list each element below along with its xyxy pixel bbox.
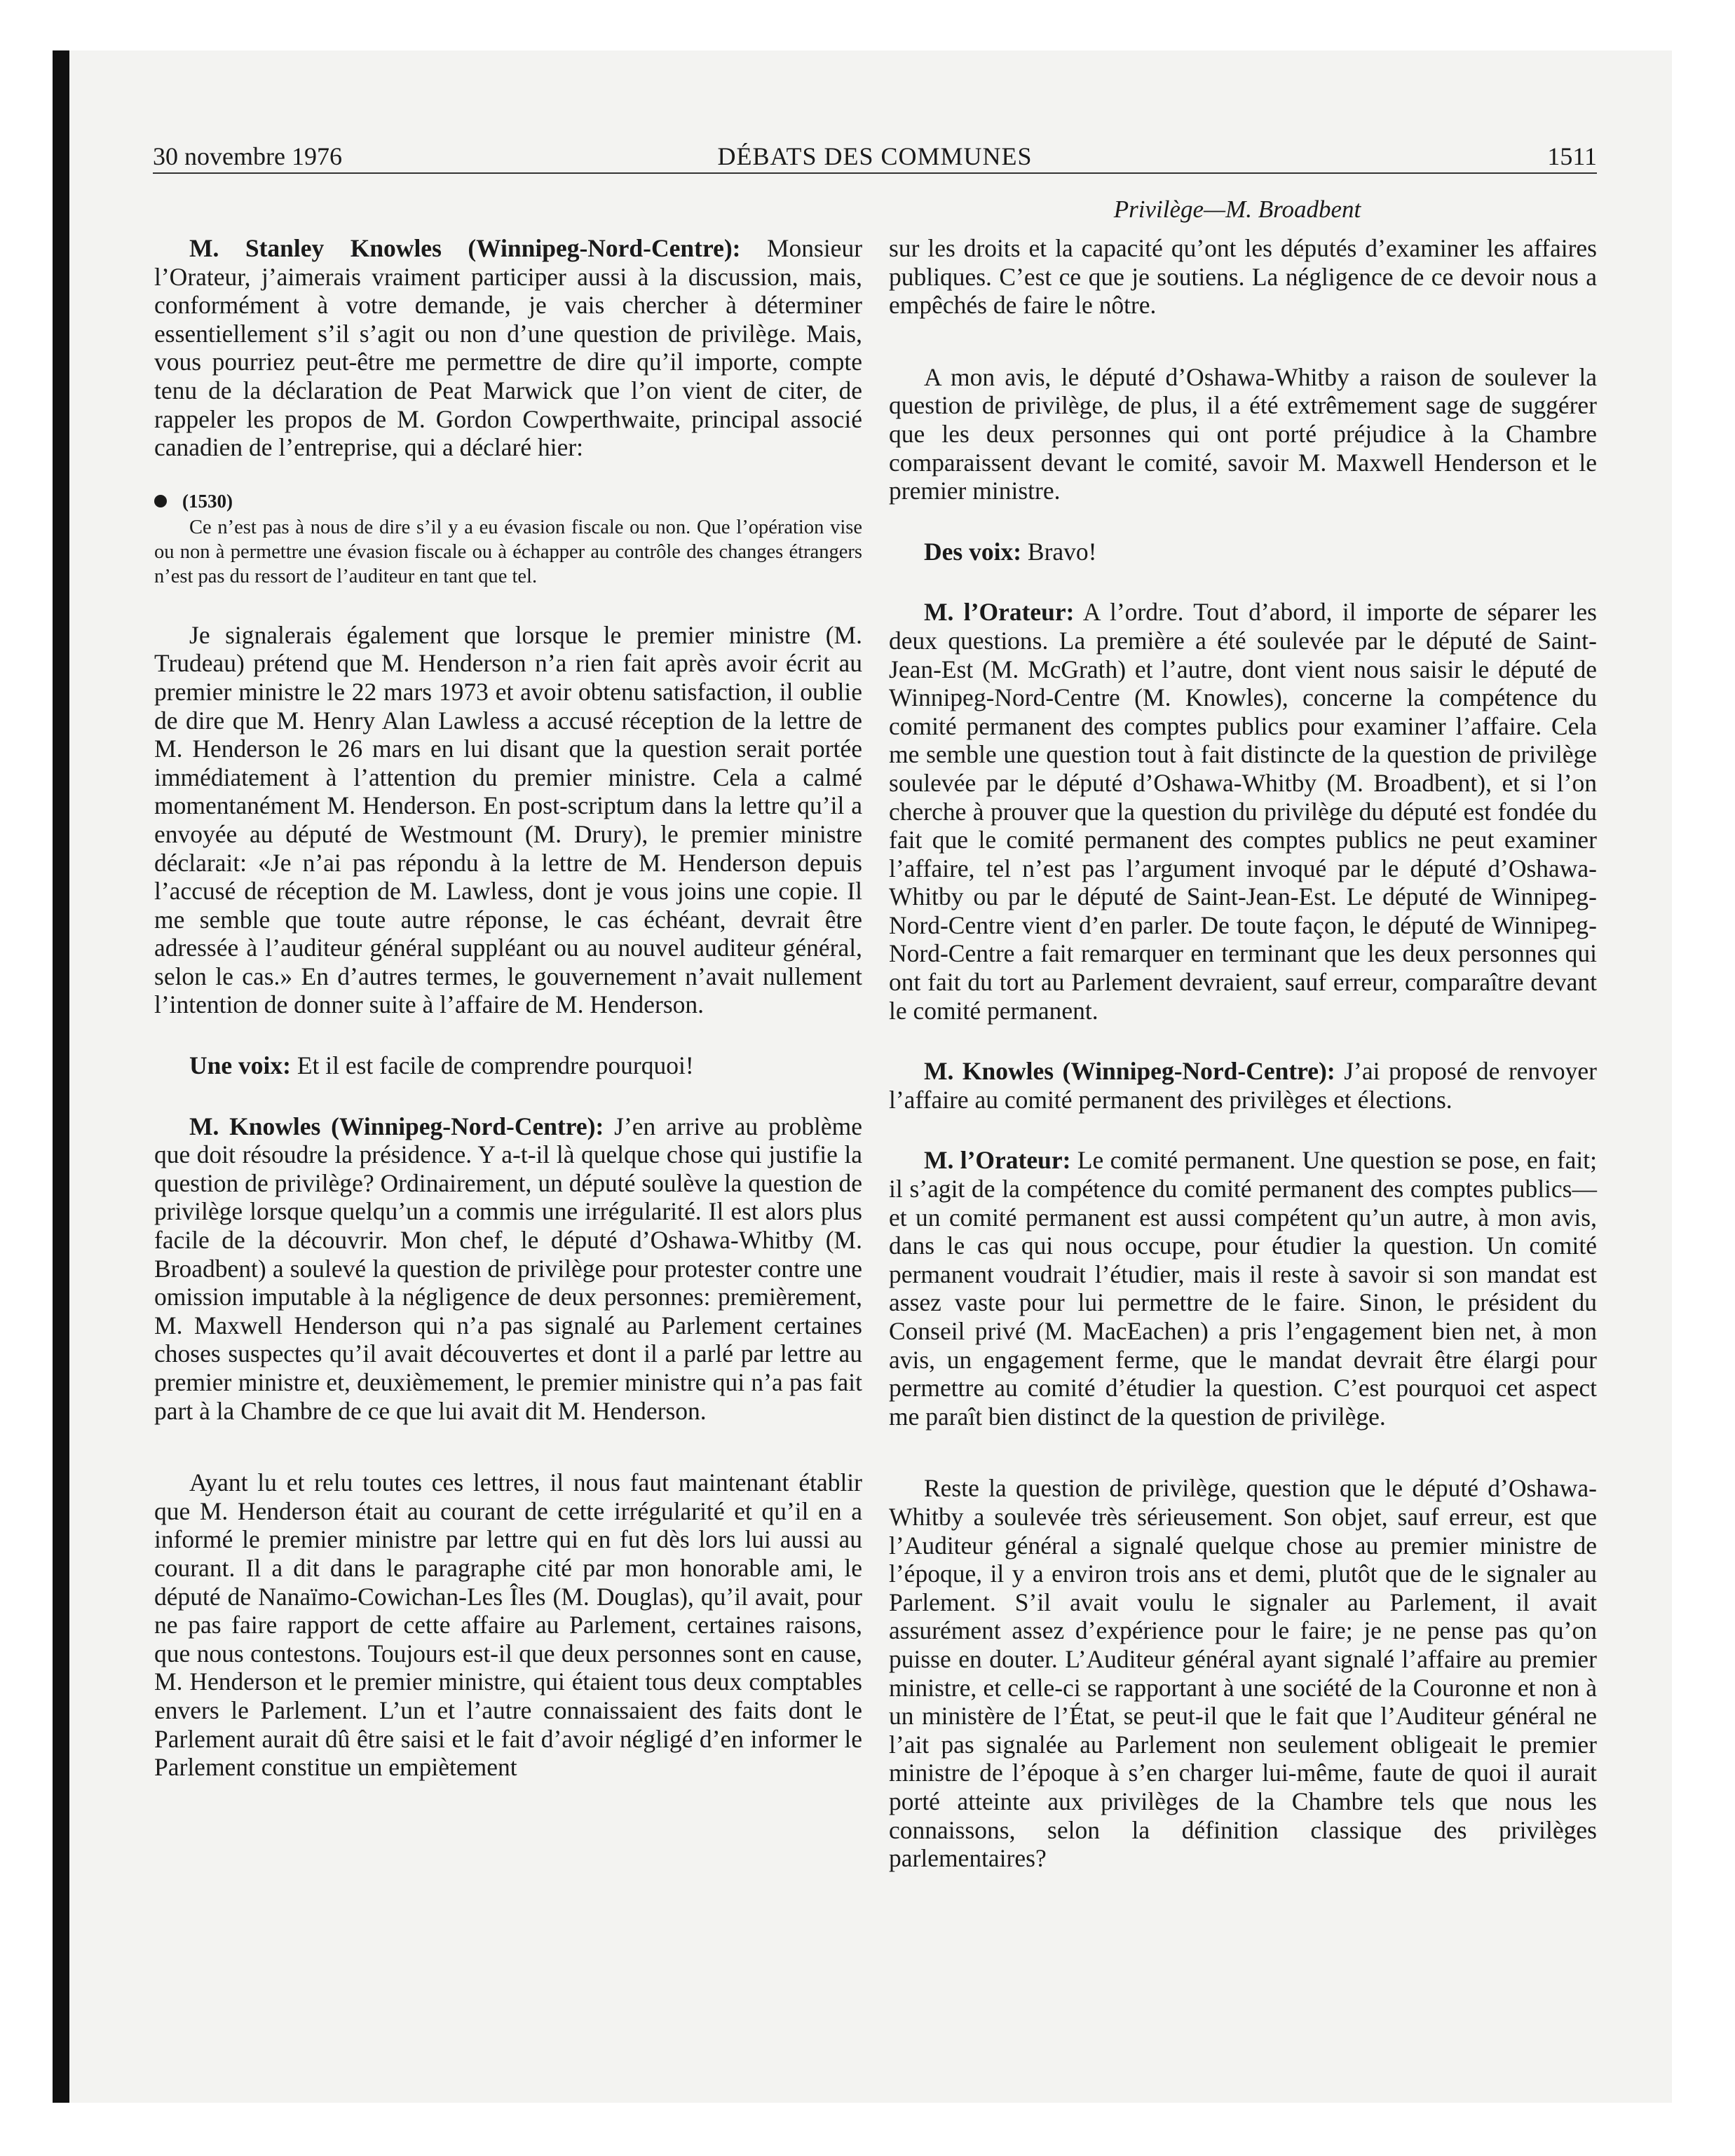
binding-edge bbox=[53, 50, 69, 2103]
speech-text: J’en arrive au problème que doit résoudre la présidence. Y a-t-il là quelque chose qui justifie la question de privilège? Ordinairement, un député soulève la question de privilège lorsque quelqu’un a commis une irrégularité. Il est alors plus facile de la découvrir. Mon chef, le député d’Oshawa-Whitby (M. Broadbent) a soulevé la question de privilège pour protester contre une omission imputable à la négligence de deux personnes: premièrement, M. Maxwell Henderson qui n’a pas signalé au Parlement certaines choses suspectes qu’il avait découvertes et dont il a parlé par lettre au premier ministre et, deuxièmement, le premier ministre qui n’a pas fait part à la Chambre de ce que lui avait dit M. Henderson. bbox=[154, 1112, 863, 1425]
header-title: DÉBATS DES COMMUNES bbox=[717, 142, 1033, 170]
paragraph: Reste la question de privilège, question que le député d’Oshawa-Whitby a soulevée très sérieusement. Son objet, sauf erreur, est que l’Auditeur général a signalé quelque chose au premier ministre de l’époque, il y a environ trois ans et demi, plutôt que de le signaler au Parlement. S’il avait voulu le signaler au Parlement, il avait assurément assez d’expérience pour le faire; je ne pense pas qu’on puisse en douter. L’Auditeur général ayant signalé l’affaire au premier ministre, et celle-ci se rapportant à une société de la Couronne et non à un ministère de l’État, se peut-il que le fait que l’Auditeur général ne l’ait pas signalée au Parlement non seulement obligeait le premier ministre de l’époque à s’en charger lui-même, faute de quoi il aurait porté atteinte aux privilèges de la Chambre tels que nous les connaissons, selon la définition classique des privilèges parlementaires? bbox=[889, 1474, 1597, 1873]
time-marker-text: (1530) bbox=[182, 490, 233, 512]
bullet-icon bbox=[154, 495, 167, 507]
page-number: 1511 bbox=[1547, 142, 1597, 170]
header-date: 30 novembre 1976 bbox=[153, 142, 342, 170]
left-column bbox=[154, 234, 862, 1986]
speaker-name: Des voix: bbox=[924, 537, 1022, 566]
paragraph bbox=[154, 234, 862, 462]
paragraph bbox=[889, 598, 1597, 1025]
page-header bbox=[153, 140, 1597, 174]
speech-text: Bravo! bbox=[1027, 537, 1097, 566]
speech-text: J’ai proposé de renvoyer l’affaire au comité permanent des privilèges et élections. bbox=[889, 1057, 1597, 1114]
speech-text: Monsieur l’Orateur, j’aimerais vraiment participer aussi à la discussion, mais, conformément à votre demande, je vais chercher à déterminer essentiellement s’il s’agit ou non d’une question de privilège. Mais, vous pourriez peut-être me permettre de dire qu’il importe, compte tenu de la déclaration de Peat Marwick que l’on vient de citer, de rappeler les propos de M. Gordon Cowperthwaite, principal associé canadien de l’entreprise, qui a déclaré hier: bbox=[154, 234, 863, 462]
paragraph: Ayant lu et relu toutes ces lettres, il nous faut maintenant établir que M. Henderson était au courant de cette irrégularité et qu’il en a informé le premier ministre par lettre qui en fut dès lors lui aussi au courant. Il a dit dans le paragraphe cité par mon honorable ami, le député de Nanaïmo-Cowichan-Les Îles (M. Douglas), qu’il avait, pour ne pas faire rapport de cette affaire au Parlement, certaines raisons, que nous contestons. Toujours est-il que deux personnes sont en cause, M. Henderson et le premier ministre, qui étaient tous deux comptables envers le Parlement. L’un et l’autre connaissaient des faits dont le Parlement aurait dû être saisi et le fait d’avoir négligé d’en informer le Parlement constitue un empiètement bbox=[154, 1468, 862, 1782]
block-quote: Ce n’est pas à nous de dire s’il y a eu évasion fiscale ou non. Que l’opération vise ou non à permettre une évasion fiscale ou à échapper au contrôle des changes étrangers n’est pas du ressort de l’auditeur en tant que tel. bbox=[154, 516, 862, 587]
speaker-name: M. Knowles (Winnipeg-Nord-Centre): bbox=[189, 1112, 604, 1140]
speaker-name: M. Knowles (Winnipeg-Nord-Centre): bbox=[924, 1057, 1335, 1086]
right-column bbox=[889, 234, 1597, 1986]
speech-text: Et il est facile de comprendre pourquoi! bbox=[297, 1051, 694, 1080]
paragraph: Je signalerais également que lorsque le premier ministre (M. Trudeau) prétend que M. Henderson n’a rien fait après avoir écrit au premier ministre le 22 mars 1973 et avoir obtenu satisfaction, il oublie de dire que M. Henry Alan Lawless a accusé réception de la lettre de M. Henderson le 26 mars en lui disant que la question serait portée immédiatement à l’attention du premier ministre. Cela a calmé momentanément M. Henderson. En post-scriptum dans la lettre qu’il a envoyée au député de Westmount (M. Drury), le premier ministre déclarait: «Je n’ai pas répondu à la lettre de M. Henderson depuis l’accusé de réception de M. Lawless, dont je vous joins une copie. Il me semble que toute autre réponse, le cas échéant, devrait être adressée à l’auditeur général suppléant ou au nouvel auditeur général, selon le cas.» En d’autres termes, le gouvernement n’avait nullement l’intention de donner suite à l’affaire de M. Henderson. bbox=[154, 620, 862, 1019]
paragraph bbox=[154, 1051, 862, 1080]
speaker-name: M. Stanley Knowles (Winnipeg-Nord-Centre): bbox=[189, 234, 741, 262]
speech-text: Le comité permanent. Une question se pose, en fait; il s’agit de la compétence du comité permanent des comptes publics—et un comité permanent est aussi compétent qu’un autre, à mon avis, dans le cas qui nous occupe, pour étudier la question. Un comité permanent voudrait l’étudier, mais il reste à savoir si son mandat est assez vaste pour lui permettre de le faire. Sinon, le président du Conseil privé (M. MacEachen) a pris l’engagement bien net, à mon avis, un engagement ferme, que le mandat devrait être élargi pour permettre au comité d’étudier la question. C’est pourquoi cet aspect me paraît bien distinct de la question de privilège. bbox=[889, 1146, 1598, 1431]
paragraph: A mon avis, le député d’Oshawa-Whitby a raison de soulever la question de privilège, de plus, il a été extrêmement sage de suggérer que les deux personnes qui ont porté préjudice à la Chambre comparaissent devant le comité, savoir M. Maxwell Henderson et le premier ministre. bbox=[889, 362, 1597, 505]
paragraph bbox=[889, 1057, 1597, 1114]
speech-text: A l’ordre. Tout d’abord, il importe de séparer les deux questions. La première a été soulevée par le député de Saint-Jean-Est (M. McGrath) et l’autre, dont vient nous saisir le député de Winnipeg-Nord-Centre (M. Knowles), concerne la compétence du comité permanent des comptes publics pour examiner l’affaire. Cela me semble une question tout à fait distincte de la question de privilège soulevée par le député d’Oshawa-Whitby (M. Broadbent), et si l’on cherche à prouver que la question du privilège du député est fondée du fait que le comité permanent des comptes publics ne peut examiner l’affaire, tel n’est pas l’argument invoqué par le député d’Oshawa-Whitby ou par le député de Saint-Jean-Est. Le député de Winnipeg-Nord-Centre vient d’en parler. De toute façon, le député de Winnipeg-Nord-Centre a fait remarquer en terminant que les deux personnes qui ont fait du tort au Parlement devraient, sauf erreur, comparaître devant le comité permanent. bbox=[889, 598, 1597, 1025]
speaker-name: Une voix: bbox=[189, 1051, 291, 1080]
speaker-name: M. l’Orateur: bbox=[924, 598, 1075, 627]
paragraph bbox=[889, 1146, 1597, 1431]
paragraph bbox=[154, 1112, 862, 1426]
running-head: Privilège—M. Broadbent bbox=[1113, 196, 1361, 223]
time-marker bbox=[154, 487, 862, 515]
paragraph bbox=[889, 538, 1597, 566]
speaker-name: M. l’Orateur: bbox=[924, 1146, 1071, 1175]
paragraph: sur les droits et la capacité qu’ont les députés d’examiner les affaires publiques. C’est ce que je soutiens. La négligence de ce devoir nous a empêchés de faire le nôtre. bbox=[889, 234, 1597, 320]
